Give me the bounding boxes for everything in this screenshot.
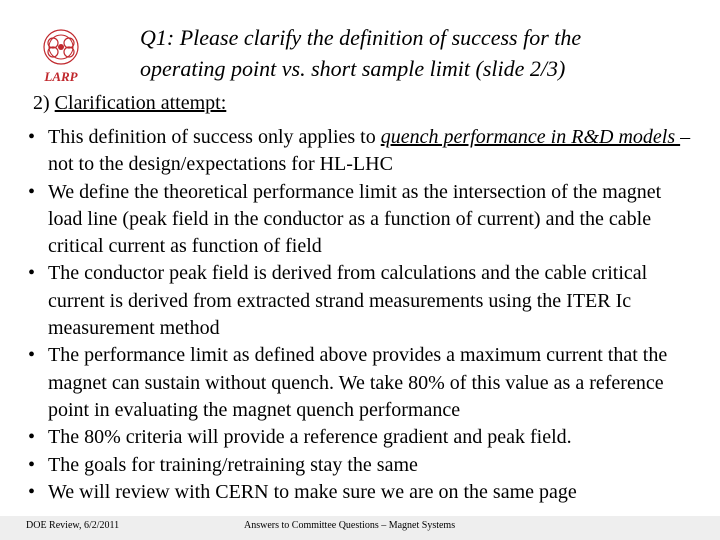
bullet-1-text-b: – not to the design/expectations for HL-LHC xyxy=(48,126,691,176)
title-line-2: operating point vs. short sample limit (slide 2/3) xyxy=(140,56,566,81)
subheading-label: Clarification attempt: xyxy=(54,92,227,114)
bullet-item-1 xyxy=(26,124,696,179)
bullet-list xyxy=(26,124,696,506)
bullet-icon: • xyxy=(28,426,36,449)
bullet-2-text: We define the theoretical performance limit as the intersection of the magnet load line (peak field in the conductor as a function of current) and the cable critical current as function of field xyxy=(48,180,662,258)
bullet-4-text: The performance limit as defined above provides a maximum current that the magnet can sustain without quench. We take 80% of this value as a reference point in evaluating the magnet quench performance xyxy=(48,344,668,421)
subheading-number: 2) xyxy=(33,92,55,114)
subheading xyxy=(33,89,226,117)
bullet-1-emphasis: quench performance in R&D models xyxy=(380,126,681,148)
bullet-icon: • xyxy=(28,180,36,203)
bullet-item-3 xyxy=(26,260,696,342)
footer-section-title: Answers to Committee Questions – Magnet Systems xyxy=(244,520,456,531)
bullet-icon: • xyxy=(28,480,36,503)
title-line-1: Q1: Please clarify the definition of success for the xyxy=(140,25,582,50)
larp-logo-icon xyxy=(36,27,86,85)
bullet-6-text: The goals for training/retraining stay the same xyxy=(48,453,418,476)
bullet-item-2 xyxy=(26,179,696,261)
bullet-icon: • xyxy=(28,262,36,285)
logo-text: LARP xyxy=(44,69,78,84)
bullet-icon: • xyxy=(28,126,36,148)
bullet-7-text: We will review with CERN to make sure we are on the same page xyxy=(48,480,577,503)
bullet-3-text: The conductor peak field is derived from calculations and the cable critical current is derived from extracted strand measurements using the ITER Ic measurement method xyxy=(48,262,648,340)
bullet-item-4 xyxy=(26,342,696,424)
footer-date: DOE Review, 6/2/2011 xyxy=(26,520,120,531)
bullet-icon: • xyxy=(28,344,36,367)
bullet-icon: • xyxy=(28,453,36,476)
bullet-item-7 xyxy=(26,479,696,506)
bullet-item-5 xyxy=(26,424,696,451)
bullet-5-text: The 80% criteria will provide a reference gradient and peak field. xyxy=(48,426,572,449)
bullet-1-text-a: This definition of success only applies to xyxy=(48,126,381,148)
bullet-item-6 xyxy=(26,452,696,479)
slide-title xyxy=(140,22,700,84)
